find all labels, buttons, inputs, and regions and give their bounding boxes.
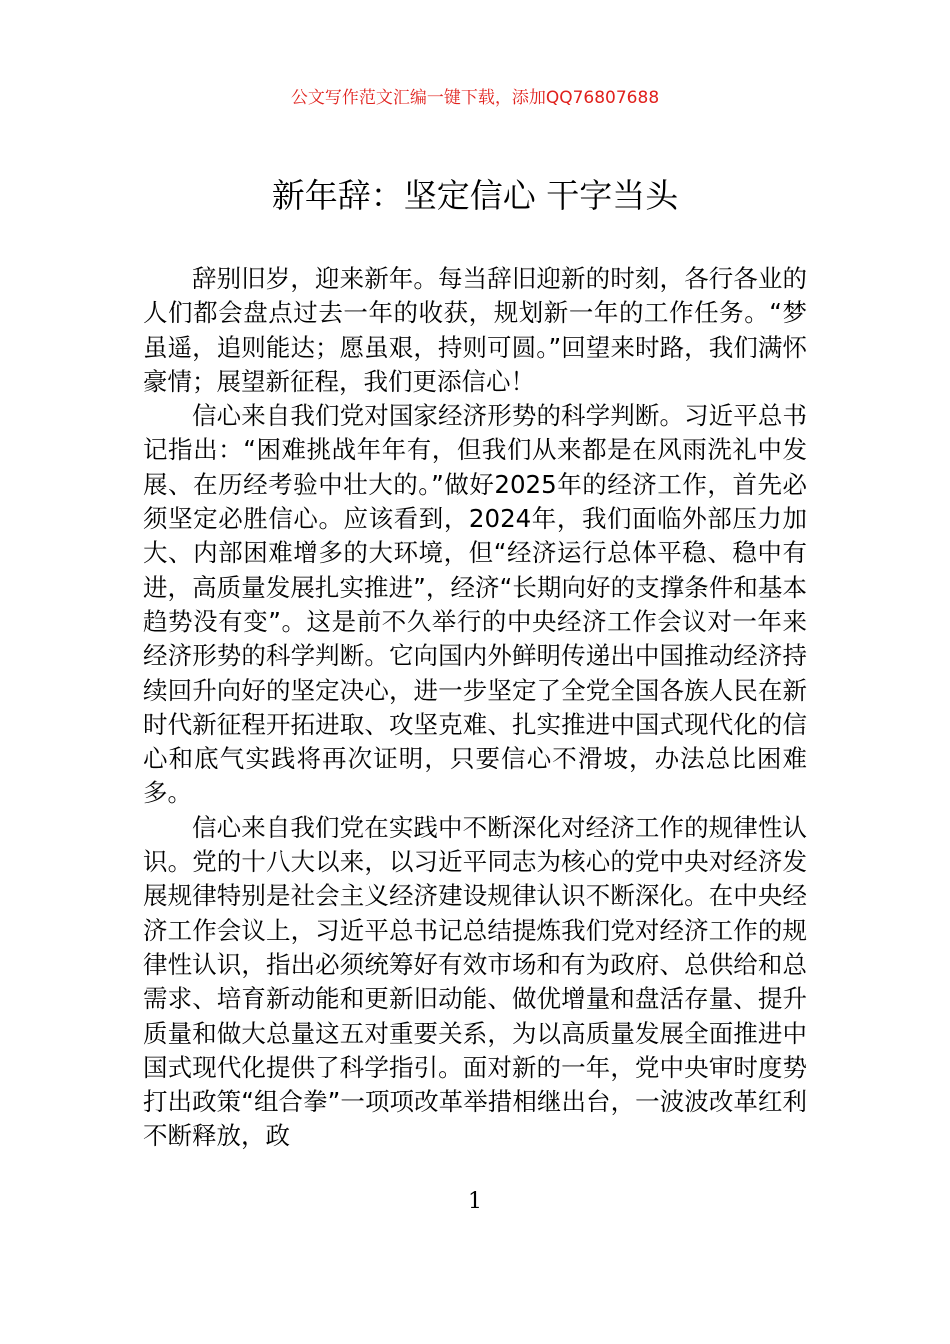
paragraph: 信心来自我们党对国家经济形势的科学判断。习近平总书记指出：“困难挑战年年有，但我们从来都是在风雨洗礼中发展、在历经考验中壮大的。”做好2025年的经济工作，首先必须坚定必胜信心。应该看到，2024年，我们面临外部压力加大、内部困难增多的大环境，但“经济运行总体平稳、稳中有进，高质量发展扎实推进”，经济“长期向好的支撑条件和基本趋势没有变”。这是前不久举行的中央经济工作会议对一年来经济形势的科学判断。它向国内外鲜明传递出中国推动经济持续回升向好的坚定决心，进一步坚定了全党全国各族人民在新时代新征程开拓进取、攻坚克难、扎实推进中国式现代化的信心和底气实践将再次证明，只要信心不滑坡，办法总比困难多。 bbox=[143, 401, 807, 808]
document-title: 新年辞：坚定信心 干字当头 bbox=[271, 176, 679, 215]
page-number: 1 bbox=[468, 1189, 482, 1214]
download-notice: 公文写作范文汇编一键下载，添加QQ76807688 bbox=[290, 88, 660, 108]
document-body bbox=[143, 262, 807, 1154]
paragraph: 信心来自我们党在实践中不断深化对经济工作的规律性认识。党的十八大以来，以习近平同志为核心的党中央对经济发展规律特别是社会主义经济建设规律认识不断深化。在中央经济工作会议上，习近平总书记总结提炼我们党对经济工作的规律性认识，指出必须统筹好有效市场和有为政府、总供给和总需求、培育新动能和更新旧动能、做优增量和盘活存量、提升质量和做大总量这五对重要关系，为以高质量发展全面推进中国式现代化提供了科学指引。面对新的一年，党中央审时度势打出政策“组合拳”一项项改革举措相继出台，一波波改革红利不断释放，政 bbox=[143, 812, 807, 1151]
paragraph: 辞别旧岁，迎来新年。每当辞旧迎新的时刻，各行各业的人们都会盘点过去一年的收获，规划新一年的工作任务。“梦虽遥，追则能达；愿虽艰，持则可圆。”回望来时路，我们满怀豪情；展望新征程，我们更添信心！ bbox=[143, 264, 807, 396]
